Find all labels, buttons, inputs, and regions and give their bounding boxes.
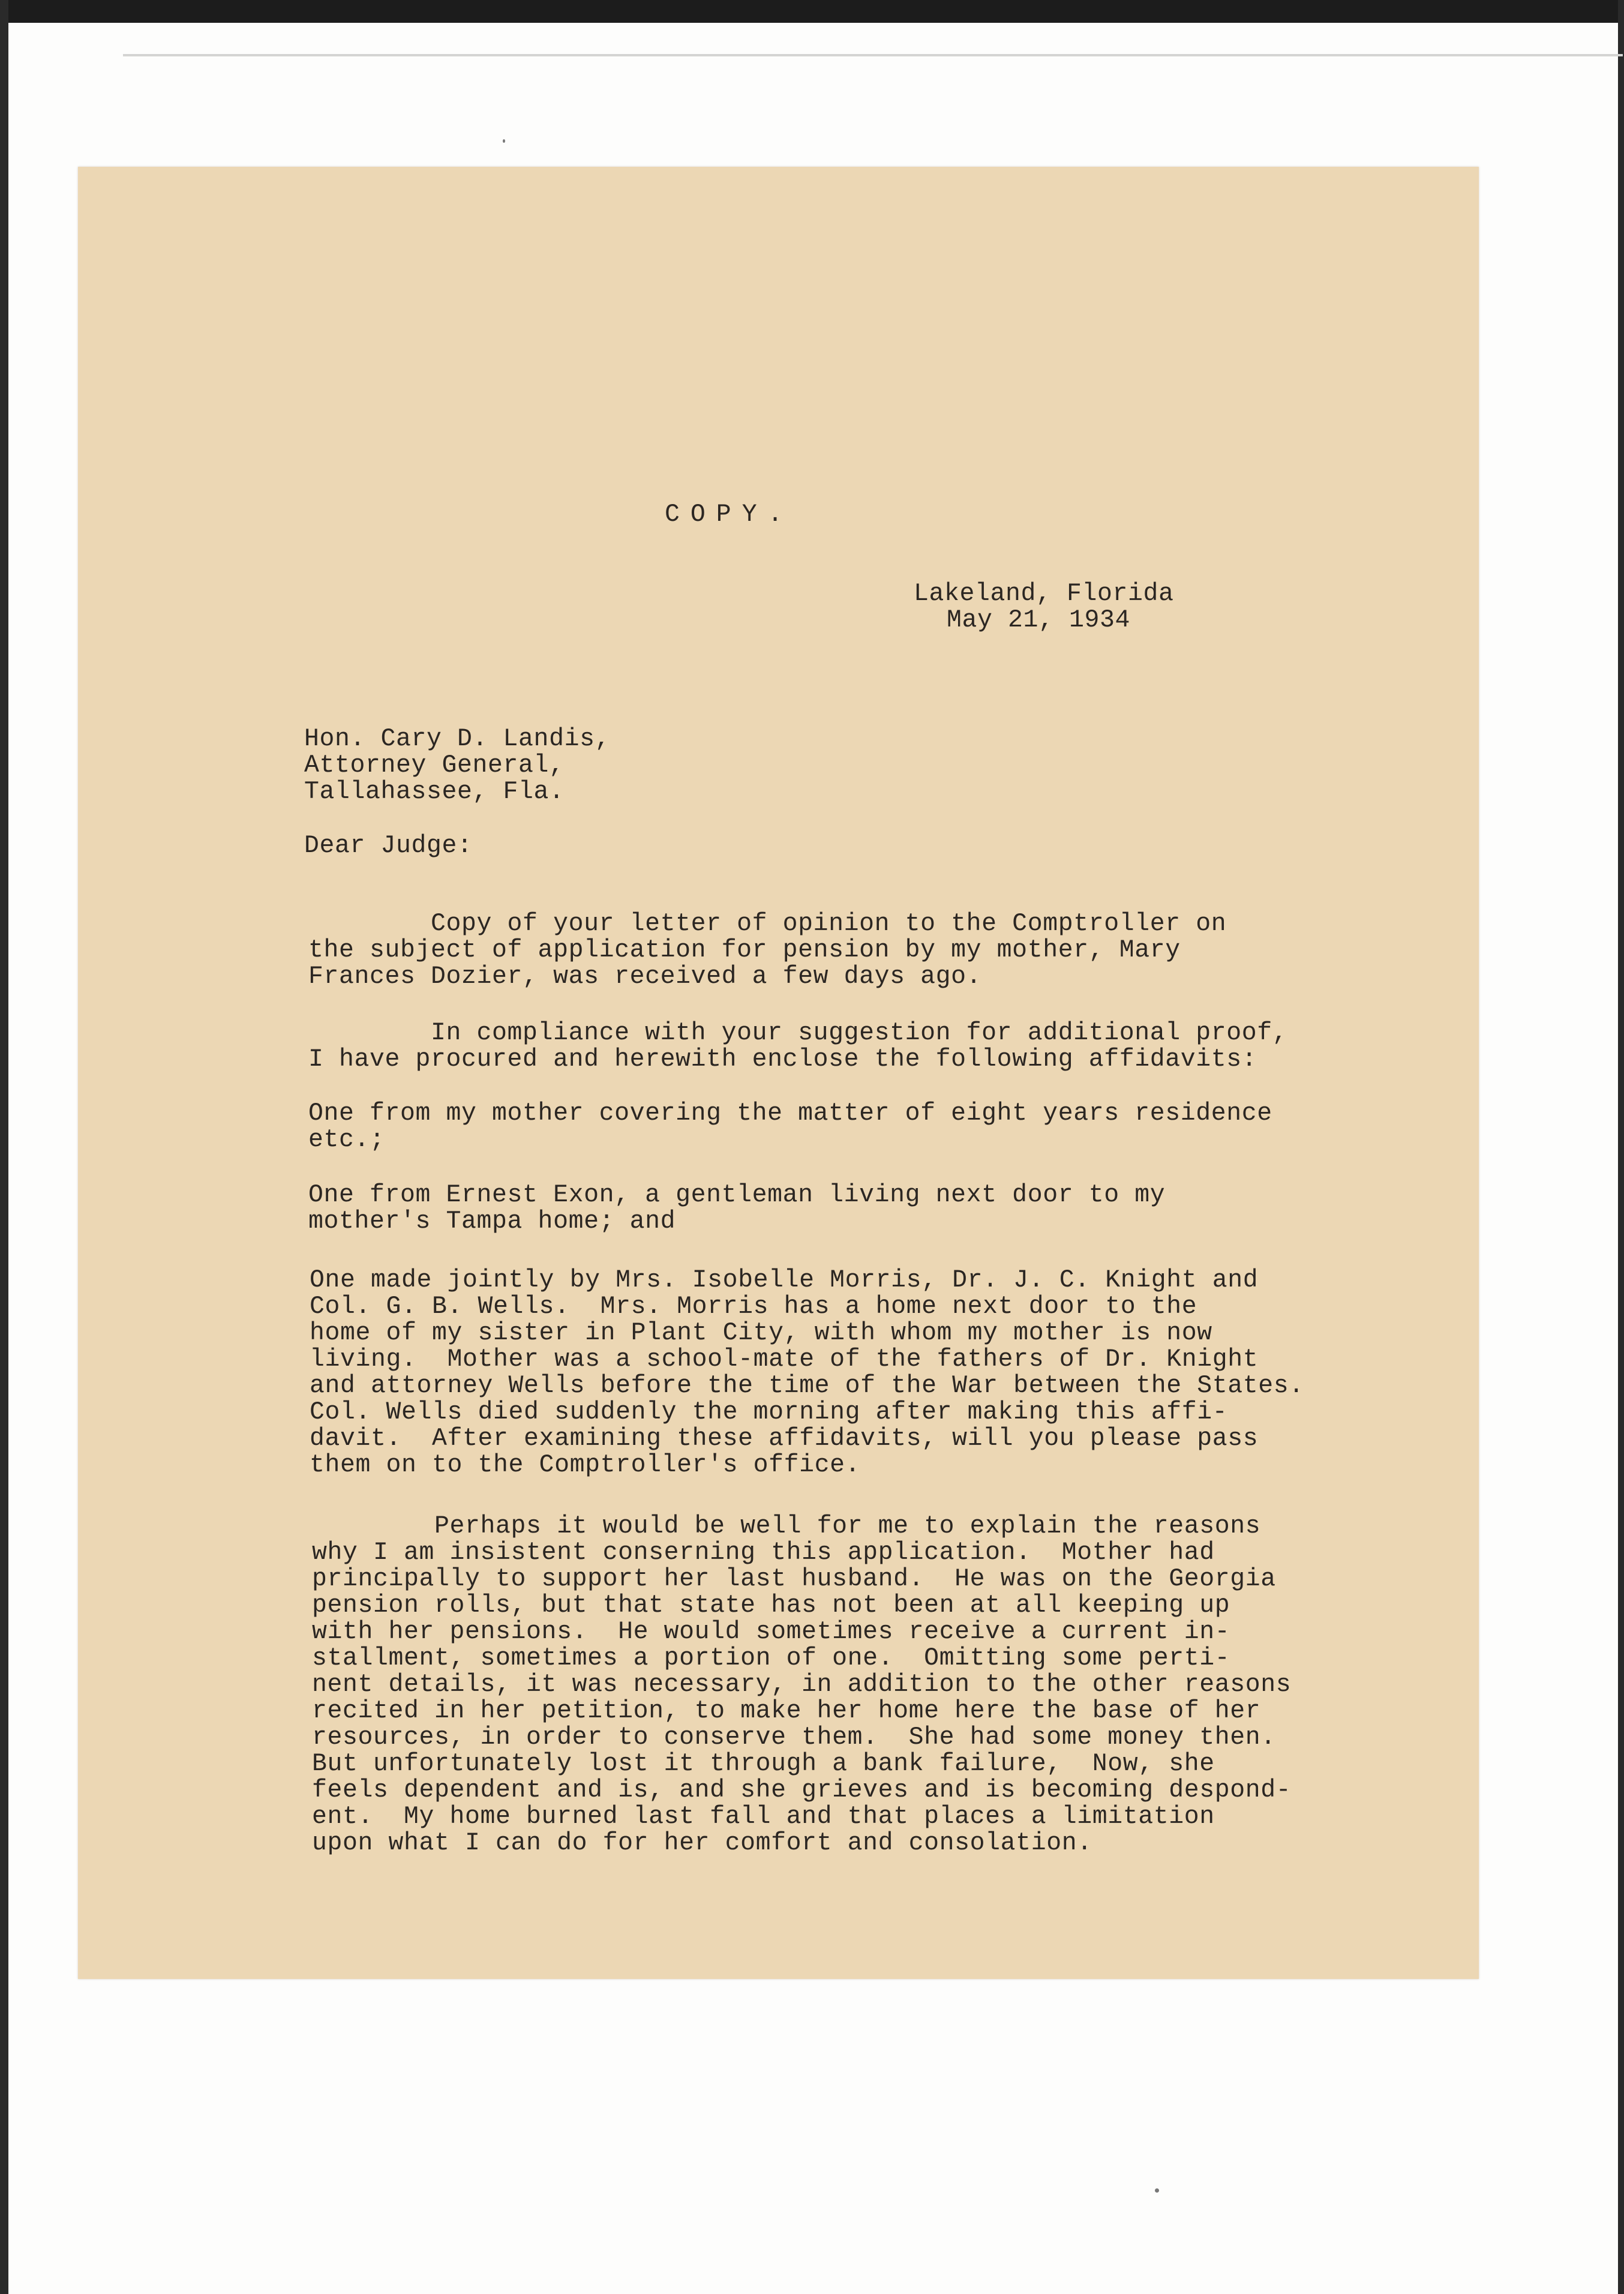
paragraph-4-line: One from Ernest Exon, a gentleman living next door to my	[308, 1181, 1166, 1209]
paragraph-6-line: with her pensions. He would sometimes receive a current in-	[312, 1618, 1230, 1646]
paragraph-4-line: mother's Tampa home; and	[308, 1207, 676, 1236]
paragraph-6-line: Perhaps it would be well for me to explain the reasons	[312, 1512, 1261, 1540]
paragraph-5-line: them on to the Comptroller's office.	[310, 1451, 861, 1479]
mount-edge	[123, 54, 1623, 56]
paragraph-5-line: davit. After examining these affidavits, will you please pass	[310, 1425, 1259, 1453]
paragraph-5-line: and attorney Wells before the time of the War between the States.	[310, 1372, 1304, 1400]
paragraph-6-line: stallment, sometimes a portion of one. Omitting some perti-	[312, 1644, 1230, 1672]
paragraph-6-line: upon what I can do for her comfort and consolation.	[312, 1829, 1092, 1857]
paragraph-3-line: etc.;	[308, 1126, 385, 1154]
paragraph-5-line: home of my sister in Plant City, with whom my mother is now	[310, 1319, 1212, 1347]
copy-heading: COPY.	[665, 500, 794, 529]
recipient-city: Tallahassee, Fla.	[304, 778, 565, 806]
paragraph-1-line: Frances Dozier, was received a few days ago.	[308, 962, 982, 991]
paragraph-6-line: resources, in order to conserve them. She had some money then.	[312, 1723, 1276, 1752]
paragraph-1-line: the subject of application for pension by my mother, Mary	[308, 936, 1181, 964]
paragraph-2-line: I have procured and herewith enclose the following affidavits:	[308, 1045, 1257, 1073]
paragraph-5-line: living. Mother was a school-mate of the fathers of Dr. Knight	[310, 1345, 1259, 1374]
salutation: Dear Judge:	[304, 832, 473, 860]
paragraph-6-line: recited in her petition, to make her home here the base of her	[312, 1697, 1261, 1725]
paragraph-5-line: One made jointly by Mrs. Isobelle Morris, Dr. J. C. Knight and	[310, 1266, 1259, 1294]
paragraph-3-line: One from my mother covering the matter of eight years residence	[308, 1099, 1272, 1127]
letter-sheet	[78, 167, 1479, 1979]
paragraph-6-line: pension rolls, but that state has not been at all keeping up	[312, 1591, 1230, 1620]
paragraph-6-line: ent. My home burned last fall and that places a limitation	[312, 1803, 1215, 1831]
recipient-title: Attorney General,	[304, 751, 565, 779]
scan-frame-right	[1618, 0, 1624, 2294]
paragraph-6-line: nent details, it was necessary, in addition to the other reasons	[312, 1671, 1292, 1699]
dust-speck	[503, 139, 505, 143]
letter-date: May 21, 1934	[947, 606, 1131, 634]
letter-place: Lakeland, Florida	[914, 580, 1174, 608]
paragraph-2-line: In compliance with your suggestion for additional proof,	[308, 1019, 1288, 1047]
paragraph-6-line: principally to support her last husband. He was on the Georgia	[312, 1565, 1276, 1593]
paragraph-1-line: Copy of your letter of opinion to the Comptroller on	[308, 910, 1227, 938]
paragraph-5-line: Col. G. B. Wells. Mrs. Morris has a home next door to the	[310, 1293, 1197, 1321]
scan-frame-top	[0, 0, 1624, 23]
paragraph-6-line: why I am insistent conserning this application. Mother had	[312, 1539, 1215, 1567]
dust-speck	[1155, 2188, 1159, 2193]
paragraph-5-line: Col. Wells died suddenly the morning after making this affi-	[310, 1398, 1228, 1426]
paragraph-6-line: But unfortunately lost it through a bank failure, Now, she	[312, 1750, 1215, 1778]
scan-frame-left	[0, 0, 8, 2294]
recipient-name: Hon. Cary D. Landis,	[304, 725, 611, 753]
paragraph-6-line: feels dependent and is, and she grieves and is becoming despond-	[312, 1776, 1292, 1804]
